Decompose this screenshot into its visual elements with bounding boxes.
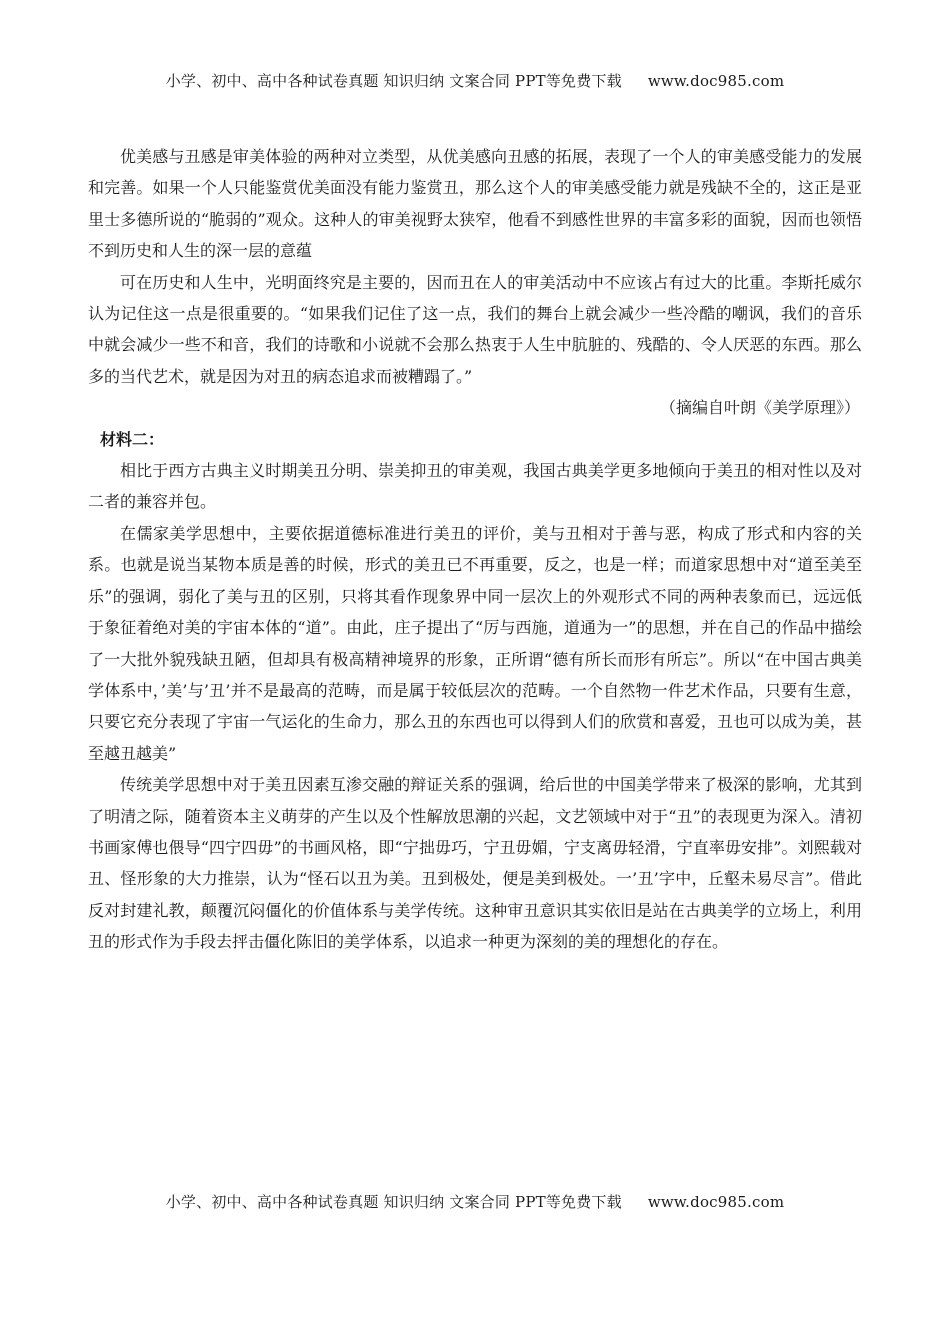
paragraph-4: 在儒家美学思想中，主要依据道德标准进行美丑的评价，美与丑相对于善与恶，构成了形式和内容的关系。也就是说当某物本质是善的时候，形式的美丑已不再重要，反之，也是一样；而道家思想中对“道至美至乐”的强调，弱化了美与丑的区别，只将其看作现象界中同一层次上的外观形式不同的两种表象而已，远远低于象征着绝对美的宇宙本体的“道”。由此，庄子提出了“厉与西施，道通为一”的思想，并在自己的作品中描绘了一大批外貌残缺丑陋，但却具有极高精神境界的形象，正所谓“德有所长而形有所忘”。所以“在中国古典美学体系中，’美’与’丑’并不是最高的范畴，而是属于较低层次的范畴。一个自然物一件艺术作品，只要有生意，只要它充分表现了宇宙一气运化的生命力，那么丑的东西也可以得到人们的欣赏和喜爱，丑也可以成为美，甚至越丑越美” <box>88 523 862 763</box>
source-citation: （摘编自叶朗《美学原理》） <box>659 398 860 418</box>
paragraph-1: 优美感与丑感是审美体验的两种对立类型，从优美感向丑感的拓展，表现了一个人的审美感受能力的发展和完善。如果一个人只能鉴赏优美面没有能力鉴赏丑，那么这个人的审美感受能力就是残缺不全的，这正是亚里士多德所说的“脆弱的”观众。这种人的审美视野太狭窄，他看不到感性世界的丰富多彩的面貌，因而也领悟不到历史和人生的深一层的意蕴 <box>88 147 862 261</box>
footer-text: 小学、初中、高中各种试卷真题 知识归纳 文案合同 PPT等免费下载 <box>165 1193 622 1211</box>
header-url[interactable]: www.doc985.com <box>647 72 785 90</box>
page-footer <box>0 1191 950 1212</box>
article-body <box>88 141 862 958</box>
paragraph-2: 可在历史和人生中，光明面终究是主要的，因而丑在人的审美活动中不应该占有过大的比重。李斯托威尔认为记住这一点是很重要的。“如果我们记住了这一点，我们的舞台上就会减少一些冷酷的嘲讽，我们的音乐中就会减少一些不和音，我们的诗歌和小说就不会那么热衷于人生中肮脏的、残酷的、令人厌恶的东西。那么多的当代艺术，就是因为对丑的病态追求而被糟蹋了。” <box>88 272 862 386</box>
header-text: 小学、初中、高中各种试卷真题 知识归纳 文案合同 PPT等免费下载 <box>165 72 622 90</box>
footer-url[interactable]: www.doc985.com <box>647 1193 785 1211</box>
paragraph-3: 相比于西方古典主义时期美丑分明、崇美抑丑的审美观，我国古典美学更多地倾向于美丑的相对性以及对二者的兼容并包。 <box>88 461 862 512</box>
paragraph-5: 传统美学思想中对于美丑因素互渗交融的辩证关系的强调，给后世的中国美学带来了极深的影响，尤其到了明清之际，随着资本主义萌芽的产生以及个性解放思潮的兴起，文艺领域中对于“丑”的表现更为深入。清初书画家傅也偎导“四宁四毋”的书画风格，即“宁拙毋巧，宁丑毋媚，宁支离毋轻滑，宁直率毋安排”。刘熙载对丑、怪形象的大力推崇，认为“怪石以丑为美。丑到极处，便是美到极处。一’丑’字中，丘壑未易尽言”。借此反对封建礼教，颠覆沉闷僵化的价值体系与美学传统。这种审丑意识其实依旧是站在古典美学的立场上，利用丑的形式作为手段去抨击僵化陈旧的美学体系，以追求一种更为深刻的美的理想化的存在。 <box>88 775 862 952</box>
material-two-heading: 材料二： <box>100 429 165 449</box>
page-header <box>0 70 950 91</box>
